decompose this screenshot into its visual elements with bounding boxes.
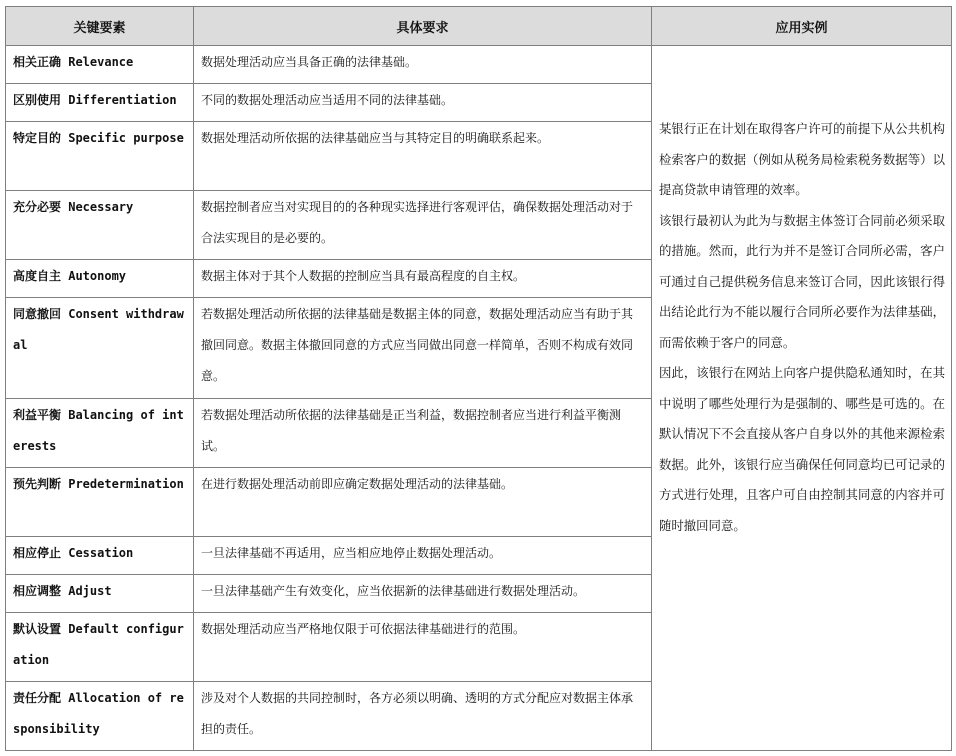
requirement-cell: 一旦法律基础产生有效变化，应当依据新的法律基础进行数据处理活动。 (194, 575, 652, 613)
key-element-cell: 特定目的 Specific purpose (6, 122, 194, 191)
header-row (6, 7, 952, 46)
requirement-cell: 数据处理活动所依据的法律基础应当与其特定目的明确联系起来。 (194, 122, 652, 191)
requirement-cell: 涉及对个人数据的共同控制时，各方必须以明确、透明的方式分配应对数据主体承担的责任。 (194, 682, 652, 751)
requirement-cell: 数据控制者应当对实现目的的各种现实选择进行客观评估，确保数据处理活动对于合法实现目的是必要的。 (194, 191, 652, 260)
header-requirements: 具体要求 (194, 7, 652, 46)
key-element-cell: 相关正确 Relevance (6, 46, 194, 84)
key-element-cell: 利益平衡 Balancing of interests (6, 399, 194, 468)
header-key-elements: 关键要素 (6, 7, 194, 46)
requirement-cell: 数据主体对于其个人数据的控制应当具有最高程度的自主权。 (194, 260, 652, 298)
requirement-cell: 数据处理活动应当具备正确的法律基础。 (194, 46, 652, 84)
example-paragraph: 该银行最初认为此为与数据主体签订合同前必须采取的措施。然而，此行为并不是签订合同所必需，客户可通过自己提供税务信息来签订合同，因此该银行得出结论此行为不能以履行合同所必要作为法律基础，而需依赖于客户的同意。 (659, 212, 945, 350)
key-element-cell: 高度自主 Autonomy (6, 260, 194, 298)
requirement-cell: 若数据处理活动所依据的法律基础是数据主体的同意，数据处理活动应当有助于其撤回同意。数据主体撤回同意的方式应当同做出同意一样简单，否则不构成有效同意。 (194, 298, 652, 399)
key-element-cell: 同意撤回 Consent withdrawal (6, 298, 194, 399)
table-row (6, 46, 952, 84)
key-element-cell: 预先判断 Predetermination (6, 468, 194, 537)
key-element-cell: 默认设置 Default configuration (6, 613, 194, 682)
key-element-cell: 充分必要 Necessary (6, 191, 194, 260)
example-paragraph: 因此，该银行在网站上向客户提供隐私通知时，在其中说明了哪些处理行为是强制的、哪些是可选的。在默认情况下不会直接从客户自身以外的其他来源检索数据。此外，该银行应当确保任何同意均已可记录的方式进行处理，且客户可自由控制其同意的内容并可随时撤回同意。 (659, 365, 945, 533)
legal-basis-table (5, 6, 952, 751)
requirement-cell: 不同的数据处理活动应当适用不同的法律基础。 (194, 84, 652, 122)
example-paragraph: 某银行正在计划在取得客户许可的前提下从公共机构检索客户的数据（例如从税务局检索税务数据等）以提高贷款申请管理的效率。 (659, 121, 945, 197)
requirement-cell: 一旦法律基础不再适用，应当相应地停止数据处理活动。 (194, 537, 652, 575)
key-element-cell: 相应停止 Cessation (6, 537, 194, 575)
requirement-cell: 若数据处理活动所依据的法律基础是正当利益，数据控制者应当进行利益平衡测试。 (194, 399, 652, 468)
requirement-cell: 数据处理活动应当严格地仅限于可依据法律基础进行的范围。 (194, 613, 652, 682)
requirement-cell: 在进行数据处理活动前即应确定数据处理活动的法律基础。 (194, 468, 652, 537)
key-element-cell: 相应调整 Adjust (6, 575, 194, 613)
header-application-example: 应用实例 (652, 7, 952, 46)
key-element-cell: 区别使用 Differentiation (6, 84, 194, 122)
key-element-cell: 责任分配 Allocation of responsibility (6, 682, 194, 751)
application-example-cell (652, 46, 952, 751)
